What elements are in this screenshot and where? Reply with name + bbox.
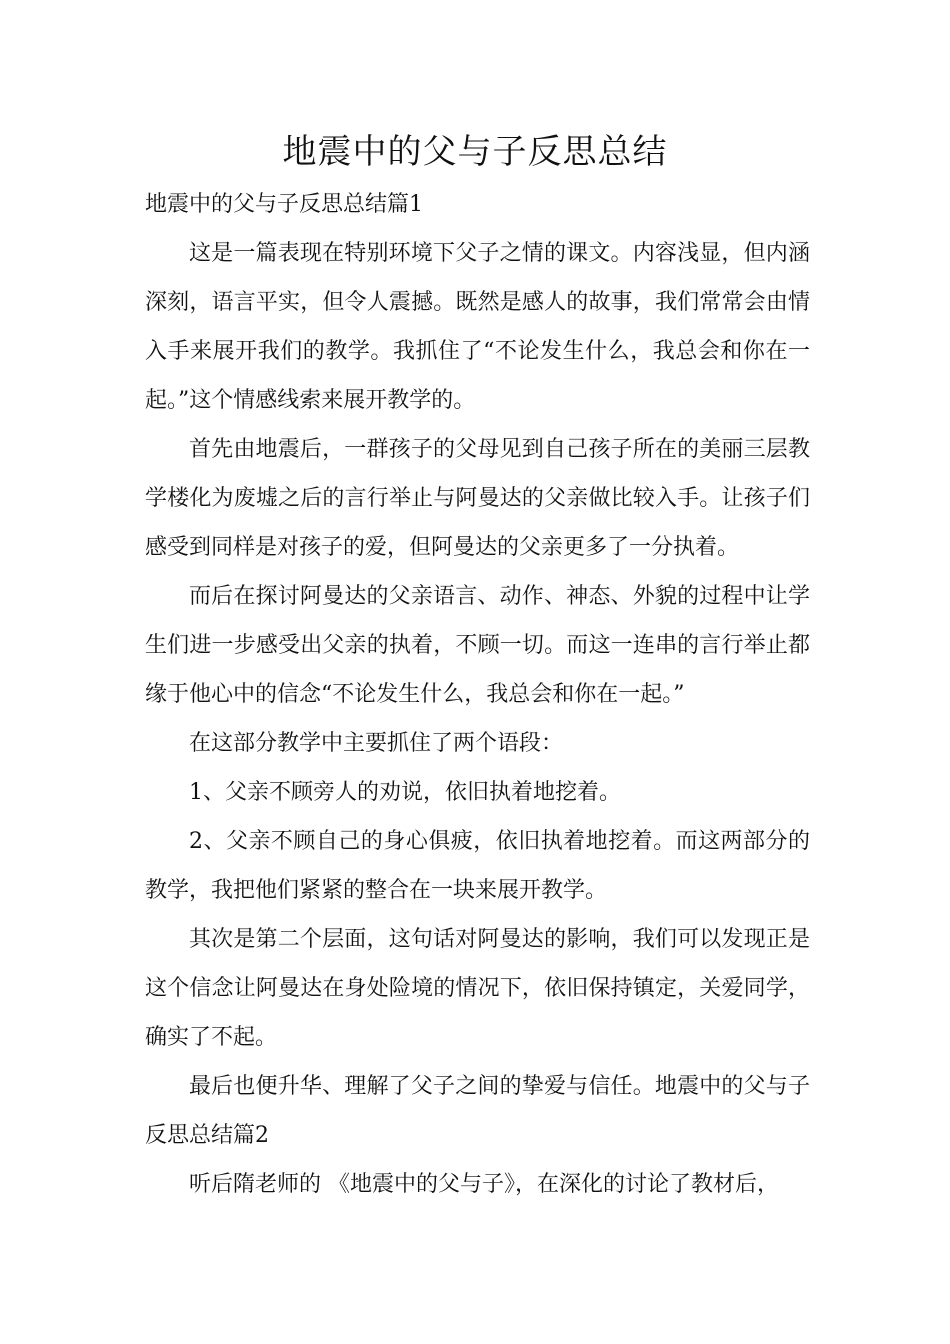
section-heading: 地震中的父与子反思总结篇1: [145, 192, 423, 217]
paragraph: 在这部分教学中主要抓住了两个语段：: [189, 731, 564, 756]
paragraph: 其次是第二个层面，这句话对阿曼达的影响，我们可以发现正是这个信念让阿曼达在身处险境的情况下，依旧保持镇定，关爱同学，确实了不起。: [145, 927, 810, 1050]
paragraph: 这是一篇表现在特别环境下父子之情的课文。内容浅显，但内涵深刻，语言平实，但令人震撼。既然是感人的故事，我们常常会由情入手来展开我们的教学。我抓住了“不论发生什么，我总会和你在一起。”这个情感线索来展开教学的。: [145, 241, 810, 413]
list-item: 2、父亲不顾自己的身心俱疲，依旧执着地挖着。而这两部分的教学，我把他们紧紧的整合在一块来展开教学。: [145, 829, 810, 903]
paragraph: 首先由地震后，一群孩子的父母见到自己孩子所在的美丽三层教学楼化为废墟之后的言行举止与阿曼达的父亲做比较入手。让孩子们感受到同样是对孩子的爱，但阿曼达的父亲更多了一分执着。: [145, 437, 810, 560]
paragraph: 听后隋老师的 《地震中的父与子》，在深化的讨论了教材后，: [189, 1172, 779, 1197]
paragraph: 最后也便升华、理解了父子之间的挚爱与信任。地震中的父与子反思总结篇2: [145, 1074, 810, 1148]
paragraph: 而后在探讨阿曼达的父亲语言、动作、神态、外貌的过程中让学生们进一步感受出父亲的执着，不顾一切。而这一连串的言行举止都缘于他心中的信念“不论发生什么，我总会和你在一起。”: [145, 584, 810, 707]
list-item: 1、父亲不顾旁人的劝说，依旧执着地挖着。: [189, 780, 621, 805]
document-title: 地震中的父与子反思总结: [282, 132, 668, 172]
document-body: [145, 180, 810, 1209]
